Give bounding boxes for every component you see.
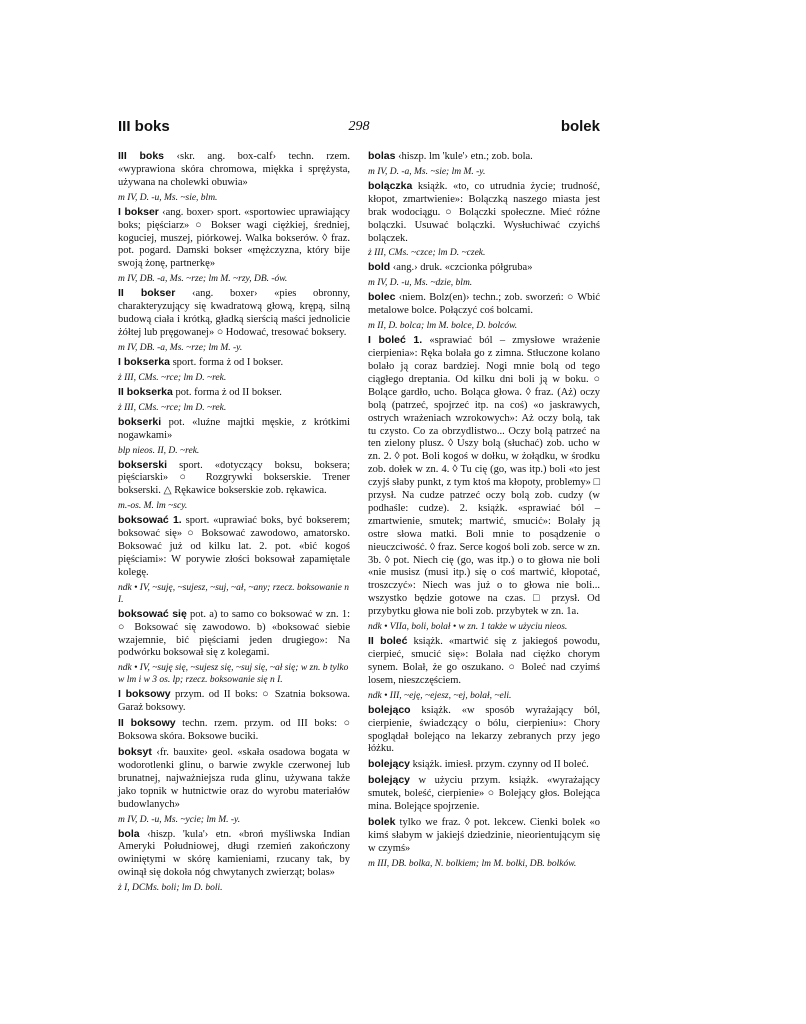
running-head-right: bolek xyxy=(560,118,600,135)
definition: przym. od II boks: ○ Szatnia boksowa. Garaż boksowy. xyxy=(118,689,350,714)
definition: sport. «uprawiać boks, być bokserem; boksować się» ○ Boksować zawodowo, amatorsko. Boksować już od kilku lat. 2. pot. «bić kogoś pięściami»: W porywie złości boksował zapamiętale kolegę. xyxy=(118,515,350,578)
dictionary-entry xyxy=(118,287,350,340)
right-column xyxy=(368,150,600,872)
dictionary-entry xyxy=(368,816,600,856)
definition: ‹ang.› druk. «czcionka półgruba» xyxy=(390,262,533,274)
dictionary-entry xyxy=(368,774,600,814)
dictionary-entry xyxy=(118,416,350,443)
headword: II bokserka xyxy=(118,385,173,398)
grammar-note: m IV, D. -u, Ms. ~ycie; lm M. -y. xyxy=(118,814,241,825)
dictionary-entry xyxy=(118,206,350,272)
grammar-note: ż III, CMs. ~rce; lm D. ~rek. xyxy=(118,372,227,383)
definition: książk. «to, co utrudnia życie; trudność, kłopot, zmartwienie»: Bolączką naszego miasta jest brak wodociągu. ○ Bolączki społeczne. Mieć różne bolączki. Usuwać bolączki. Wysłuchiwać czyichś bolączek. xyxy=(368,180,600,244)
dictionary-entry xyxy=(118,386,350,400)
definition: «sprawiać ból – zmysłowe wrażenie cierpienia»: Ręka bolała go z zimna. Stłuczone kolano bolało ją coraz bardziej. Nogi mnie bolą od tego ciągłego dreptania. Od kilku dni boli ją w boku. ○ Bolące gardło, ucho. Boląca głowa. ◊ fraz. (Aż) oczy bolą (patrzeć, spojrzeć itp. na coś) «o jaskrawych, ostrych wrażeniach wzrokowych»: Aż oczy bolą, tak tu czysto. Co za obrzydlistwo... Oczy bolą patrzeć na ten zielony plusz. ◊ Uszy bolą (słuchać) zob. ucho w zn. 2. ◊ pot. Boli kogoś w dołku, w żołądku, w środku zob. dołek w zn. 4. ◊ Tu cię (go, was itp.) boli «to jest czyjś słaby punkt, z tym ktoś ma kłopoty, problemy» □ przysł. Na cudze patrzeć oczy bolą zob. cudzy (w podhaśle: cudze). 2. książk. «sprawiać ból – zmartwienie, smutek; martwić, smucić»: Bolały ją ostre słowa matki. Boli mnie to posądzenie o nieuczciwość. ◊ fraz. Serce kogoś boli zob. serce w zn. 3b. ◊ pot. Niech cię (go, was itp.) o to głowa nie boli «nie musisz (musi itp.) się o coś martwić, kłopotać, troszczyć»: Niech was już o to głowa nie boli... wszystko będzie gotowe na czas. □ przysł. Od przybytku głowa nie boli zob. przybytek w zn. 1a. xyxy=(368,335,600,618)
grammar-note: ndk • III, ~eję, ~ejesz, ~ej, bolał, ~eli. xyxy=(368,690,512,701)
headword: boksyt xyxy=(118,746,152,758)
headword: II boksowy xyxy=(118,717,176,730)
definition: ‹fr. bauxite› geol. «skała osadowa bogata w wodorotlenki glinu, o barwie zwykle czerwonej lub brunatnej, najważniejsza ruda glinu, używana także jako topnik w hutnictwie oraz do wyrobu materiałów budowlanych» xyxy=(118,747,350,810)
headword: bolączka xyxy=(368,179,413,192)
definition: tylko we fraz. ◊ pot. lekcew. Cienki bolek «o kimś słabym w jakiejś dziedzinie, nieorientującym się w czymś» xyxy=(368,816,600,854)
definition: ‹hiszp. 'kula'› etn. «broń myśliwska Indian Ameryki Południowej, długi rzemień zakończony owiniętymi w skórę kamieniami, rzucany tak, by owinął się dokoła nóg chwytanych zwierząt; bolas» xyxy=(118,828,350,879)
headword: boksować 1. xyxy=(118,514,182,527)
definition: książk. «martwić się z jakiegoś powodu, cierpieć, smucić się»: Bolała nad ciężko chorym synem. Bolał, że go oszukano. ○ Boleć nad czyimś losem, nieszczęściem. xyxy=(368,636,600,686)
headword: I boksowy xyxy=(118,688,171,701)
dictionary-entry xyxy=(368,758,600,772)
dictionary-entry xyxy=(368,635,600,688)
headword: II boleć xyxy=(368,635,408,648)
dictionary-entry xyxy=(368,704,600,757)
headword: bolejący xyxy=(368,758,411,771)
grammar-note: blp nieos. II, D. ~rek. xyxy=(118,445,200,456)
definition: książk. «w sposób wyrażający ból, cierpienie, świadczący o bólu, cierpieniu»: Chory spoglądał bolejąco na lekarzy zebranych przy jego łóżku. xyxy=(368,704,600,755)
definition: techn. rzem. przym. od III boks: ○ Boksowa skóra. Boksowe buciki. xyxy=(118,718,350,743)
grammar-note: ndk • IV, ~suję, ~sujesz, ~suj, ~ał, ~any; rzecz. boksowanie n I. xyxy=(118,582,349,605)
grammar-note: m IV, DB. -a, Ms. ~rze; lm M. -y. xyxy=(118,342,243,353)
dictionary-entry xyxy=(368,291,600,318)
grammar-note: m IV, D. -a, Ms. ~sie; lm M. -y. xyxy=(368,166,486,177)
definition: ‹skr. ang. box-calf› techn. rzem. «wyprawiona skóra chromowa, miękka i sprężysta, używana na cholewki obuwia» xyxy=(118,151,350,188)
grammar-note: ż III, CMs. ~rce; lm D. ~rek. xyxy=(118,402,227,413)
definition: książk. imiesł. przym. czynny od II boleć. xyxy=(410,759,589,771)
grammar-note: m IV, D. -u, Ms. ~sie, blm. xyxy=(118,192,218,203)
definition: pot. a) to samo co boksować w zn. 1: ○ Boksować się zawodowo. b) «boksować siebie wzajemnie, bić pięściami jeden drugiego»: Na podwórku boksował się z kolegami. xyxy=(118,608,351,659)
headword: I bokserka xyxy=(118,355,170,368)
dictionary-entry xyxy=(118,746,350,812)
headword: bokserki xyxy=(118,415,162,428)
dictionary-entry xyxy=(368,334,600,619)
headword: bolec xyxy=(368,291,396,304)
grammar-note: ndk • IV, ~suję się, ~sujesz się, ~suj się, ~ał się; w zn. b tylko w lm i w 3 os. lp; rzecz. boksowanie się n I. xyxy=(118,663,349,686)
dictionary-entry xyxy=(118,608,350,661)
headword: III boks xyxy=(118,150,165,162)
headword: bola xyxy=(118,827,140,840)
dictionary-entry xyxy=(118,514,350,580)
dictionary-entry xyxy=(118,717,350,744)
definition: pot. forma ż od II bokser. xyxy=(172,386,282,398)
definition: pot. «luźne majtki męskie, z krótkimi nogawkami» xyxy=(118,416,350,441)
grammar-note: ż I, DCMs. boli; lm D. boli. xyxy=(118,883,223,894)
definition: ‹hiszp. lm 'kule'› etn.; zob. bola. xyxy=(395,151,533,162)
headword: I bokser xyxy=(118,205,159,218)
dictionary-entry xyxy=(118,828,350,881)
grammar-note: ndk • VIIa, boli, bolał • w zn. 1 także w użyciu nieos. xyxy=(368,622,568,633)
headword: bold xyxy=(368,261,391,274)
grammar-note: m.-os. M. lm ~scy. xyxy=(118,501,188,512)
grammar-note: m III, DB. bolka, N. bolkiem; lm M. bolki, DB. bolków. xyxy=(368,858,577,869)
grammar-note: m IV, D. -u, Ms. ~dzie, blm. xyxy=(368,278,473,289)
definition: sport. forma ż od I bokser. xyxy=(169,356,284,368)
dictionary-entry xyxy=(368,261,600,275)
headword: bolejący xyxy=(368,774,411,787)
headword: boksować się xyxy=(118,607,187,620)
dictionary-entry xyxy=(118,150,350,190)
definition: ‹niem. Bolz(en)› techn.; zob. sworzeń: ○ Wbić metalowe bolce. Połączyć coś bolcami. xyxy=(368,292,600,317)
definition: ‹ang. boxer› «pies obronny, charakteryzujący się kwadratową głową, krępą, silną budową ciała i krótką, gładką sierścią maści jednolicie żółtej lub pręgowanej» ○ Hodować, tresować boksery. xyxy=(118,288,350,338)
page-header xyxy=(118,118,600,140)
definition: ‹ang. boxer› sport. «sportowiec uprawiający boks; pięściarz» ○ Bokser wagi ciężkiej, średniej, koguciej, muszej, piórkowej. Walka bokserów. ◊ fraz. pot. pogard. Damski bokser «mężczyzna, który bije swoją żonę, partnerkę» xyxy=(118,206,350,270)
headword: bolek xyxy=(368,815,396,828)
dictionary-entry xyxy=(118,459,350,499)
definition: w użyciu przym. książk. «wyrażający smutek, boleść, cierpienie» ○ Bolejący głos. Bolejąca mina. Bolejące spojrzenie. xyxy=(368,775,600,813)
grammar-note: m IV, DB. -a, Ms. ~rze; lm M. ~rzy, DB. -ów. xyxy=(118,274,288,285)
running-head-left: III boks xyxy=(118,118,170,135)
grammar-note: ż III, CMs. ~czce; lm D. ~czek. xyxy=(368,248,486,259)
dictionary-entry xyxy=(118,688,350,715)
left-column xyxy=(118,150,350,896)
headword: bolas xyxy=(368,150,396,162)
dictionary-entry xyxy=(368,180,600,246)
definition: sport. «dotyczący boksu, boksera; pięściarski» ○ Rozgrywki bokserskie. Trener bokserski. △ Rękawice bokserskie zob. rękawica. xyxy=(118,459,350,497)
headword: II bokser xyxy=(118,287,176,300)
headword: I boleć 1. xyxy=(368,334,423,347)
grammar-note: m II, D. bolca; lm M. bolce, D. bolców. xyxy=(368,321,518,332)
page-number: 298 xyxy=(348,119,370,134)
headword: bolejąco xyxy=(368,703,411,716)
headword: bokserski xyxy=(118,458,168,471)
dictionary-entry xyxy=(368,150,600,164)
dictionary-entry xyxy=(118,356,350,370)
